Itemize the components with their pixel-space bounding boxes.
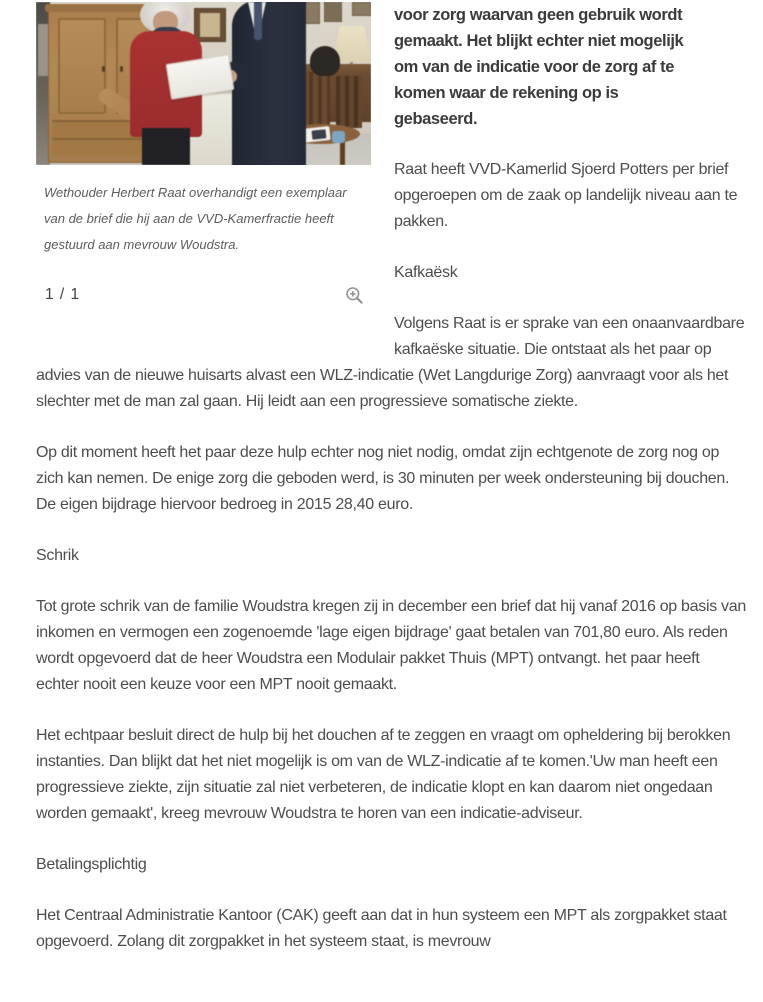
article-subhead-schrik: Schrik: [36, 547, 79, 564]
photo-pagination: 1 / 1: [45, 286, 81, 303]
wardrobe-handle: [102, 66, 105, 72]
article-lead: voor zorg waarvan geen gebruik wordt gemaakt. Het blijkt echter niet mogelijk om van de indicatie voor de zorg af te komen waar de rekening op is gebaseerd.: [394, 6, 684, 128]
wardrobe-handle: [120, 66, 123, 72]
man-tie: [254, 2, 262, 40]
side-table-leg: [340, 140, 345, 165]
tablet-screen: [312, 129, 327, 139]
zoom-in-icon[interactable]: [344, 285, 365, 306]
article-subhead-kafkaesk: Kafkaësk: [394, 264, 458, 281]
article-figure: [36, 2, 371, 306]
article-paragraph-moment: Op dit moment heeft het paar deze hulp echter nog niet nodig, omdat zijn echtgenote de zorg nog op zich kan nemen. De enige zorg die geboden werd, is 30 minuten per week ondersteuning bij douchen. De eigen bijdrage hiervoor bedroeg in 2015 28,40 euro.: [36, 444, 730, 513]
article-paragraph-schrik: Tot grote schrik van de familie Woudstra kregen zij in december een brief dat hij vanaf 2016 op basis van inkomen en vermogen een zogenoemde 'lage eigen bijdrage' gaat betalen van 701,80 euro. Als reden wordt opgevoerd dat de heer Woudstra een Modulair pakket Thuis (MPT) ontvangt. het paar heeft echter nooit een keuze voor een MPT nooit gemaakt.: [36, 598, 746, 693]
article-subhead-betaling: Betalingsplichtig: [36, 856, 147, 873]
article-photo[interactable]: [36, 2, 371, 165]
article-paragraph-cak: Het Centraal Administratie Kantoor (CAK) geeft aan dat in hun systeem een MPT als zorgpakket staat opgevoerd. Zolang dit zorgpakket in het systeem staat, is mevrouw: [36, 907, 727, 950]
photo-scene: [36, 2, 371, 165]
dark-bag: [310, 46, 340, 76]
wall-picture-inner: [200, 13, 220, 37]
article-paragraph-echtpaar: Het echtpaar besluit direct de hulp bij het douchen af te zeggen en vraagt om opheldering bij berokken instanties. Dan blijkt dat het niet mogelijk is om van de WLZ-indicatie af te komen.'Uw man heeft een progressieve ziekte, zijn situatie zal niet verbeteren, de indicatie klopt en kan daarom niet ongedaan worden gemaakt', kreeg mevrouw Woudstra te horen van een indicatie-adviseur.: [36, 727, 731, 822]
photo-meta-row: [36, 284, 371, 306]
wall-picture: [352, 2, 371, 16]
article-paragraph-volgens: Volgens Raat is er sprake van een onaanvaardbare kafkaëske situatie. Die ontstaat als het paar op advies van de nieuwe huisarts alvast een WLZ-indicatie (Wet Langdurige Zorg) aanvraagt voor als het slechter met de man zal gaan. Hij leidt aan een progressieve somatische ziekte.: [36, 315, 745, 410]
blue-cup: [332, 131, 345, 143]
photo-caption: Wethouder Herbert Raat overhandigt een exemplaar van de brief die hij aan de VVD-Kamerfractie heeft gestuurd aan mevrouw Woudstra.: [44, 185, 347, 252]
article-paragraph-raat: Raat heeft VVD-Kamerlid Sjoerd Potters per brief opgeroepen om de zaak op landelijk niveau aan te pakken.: [394, 161, 738, 230]
wall-picture: [324, 2, 342, 22]
article-page: [0, 2, 763, 955]
woman-pants: [142, 128, 190, 165]
dining-chair: [336, 76, 362, 128]
